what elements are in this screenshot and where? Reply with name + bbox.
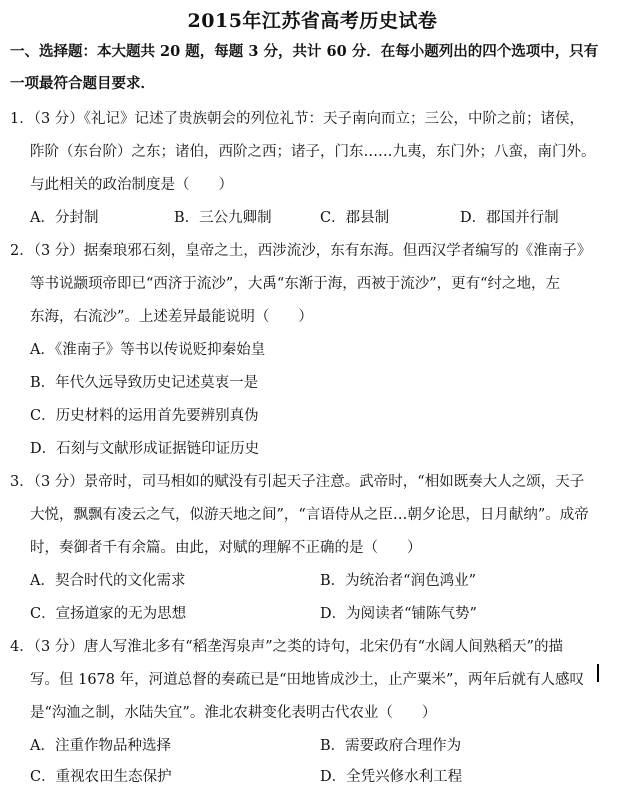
question-2-option-d[interactable]: D．石刻与文献形成证据链印证历史 — [30, 441, 260, 457]
question-2-stem-line3: 东海，右流沙”。上述差异最能说明（ ） — [30, 309, 313, 325]
question-2-option-c[interactable]: C．历史材料的运用首先要辨别真伪 — [30, 408, 259, 424]
question-1-option-d[interactable]: D．郡国并行制 — [460, 210, 559, 226]
text-cursor — [597, 664, 599, 682]
question-4-stem-line1: 4．（3 分）唐人写淮北多有“稻垄泻泉声”之类的诗句，北宋仍有“水阔人间熟稻天”的描 — [10, 639, 563, 655]
question-4-option-c[interactable]: C．重视农田生态保护 — [30, 769, 172, 785]
section-heading-line2: 一项最符合题目要求． — [10, 75, 155, 92]
question-1-option-c[interactable]: C．郡县制 — [320, 210, 390, 226]
question-4-stem-line3: 是“沟洫之制，水陆失宜”。淮北农耕变化表明古代农业（ ） — [30, 705, 437, 721]
page-title: 2015年江苏省高考历史试卷 — [187, 10, 438, 32]
section-heading-line1: 一、选择题：本大题共 20 题，每题 3 分，共计 60 分．在每小题列出的四个选项中，只有 — [10, 43, 599, 60]
question-4-option-b[interactable]: B．需要政府合理作为 — [320, 738, 462, 754]
question-1-stem-line1: 1．（3 分）《礼记》记述了贵族朝会的列位礼节：天子南向而立；三公，中阶之前；诸侯， — [10, 111, 585, 127]
question-2-option-b[interactable]: B．年代久远导致历史记述莫衷一是 — [30, 375, 259, 391]
question-4-option-d[interactable]: D．全凭兴修水利工程 — [320, 769, 463, 785]
question-3-option-b[interactable]: B．为统治者“润色鸿业” — [320, 573, 476, 589]
question-3-stem-line1: 3．（3 分）景帝时，司马相如的赋没有引起天子注意。武帝时，“相如既奏大人之颂，天子 — [10, 474, 585, 490]
question-3-option-c[interactable]: C．宣扬道家的无为思想 — [30, 606, 187, 622]
question-1-stem-line3: 与此相关的政治制度是（ ） — [30, 177, 233, 193]
question-3-option-a[interactable]: A．契合时代的文化需求 — [30, 573, 186, 589]
question-4-option-a[interactable]: A．注重作物品种选择 — [30, 738, 171, 754]
question-1-option-b[interactable]: B．三公九卿制 — [174, 210, 272, 226]
question-4-stem-line2: 写。但 1678 年，河道总督的奏疏已是“田地皆成沙土，止产粟米”，两年后就有人感叹 — [30, 672, 584, 688]
question-1-stem-line2: 阼阶（东台阶）之东；诸伯，西阶之西；诸子，门东……九夷，东门外；八蛮，南门外。 — [30, 144, 596, 160]
question-1-option-a[interactable]: A．分封制 — [30, 210, 99, 226]
question-3-option-d[interactable]: D．为阅读者“铺陈气势” — [320, 606, 477, 622]
question-3-stem-line2: 大悦，飘飘有凌云之气，似游天地之间”，“言语侍从之臣…朝夕论思，日月献纳”。成帝 — [30, 507, 589, 523]
question-3-stem-line3: 时，奏御者千有余篇。由此，对赋的理解不正确的是（ ） — [30, 540, 422, 556]
question-2-stem-line2: 等书说颛顼帝即已“西济于流沙”，大禹“东渐于海，西被于流沙”，更有“纣之地，左 — [30, 276, 561, 292]
question-2-option-a[interactable]: A．《淮南子》等书以传说贬抑秦始皇 — [30, 342, 266, 358]
question-2-stem-line1: 2．（3 分）据秦琅邪石刻，皇帝之土，西涉流沙，东有东海。但西汉学者编写的《淮南子》 — [10, 243, 592, 259]
